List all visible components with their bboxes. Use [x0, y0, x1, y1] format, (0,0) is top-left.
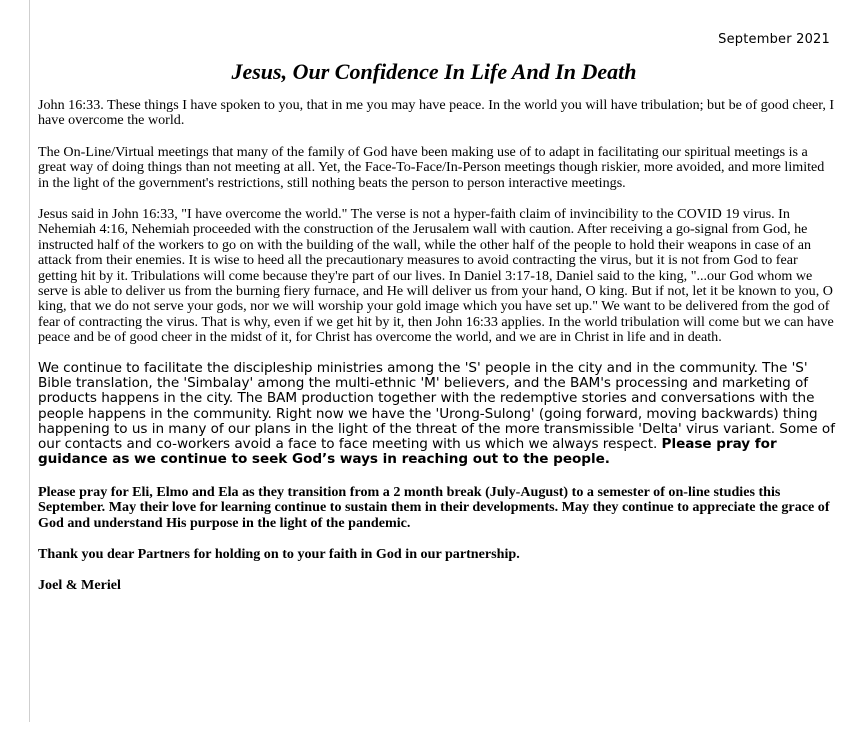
left-margin-rule	[29, 0, 30, 722]
scripture-paragraph: John 16:33. These things I have spoken to you, that in me you may have peace. In the world you will have tribulation; but be of good cheer, I have overcome the world.	[38, 97, 835, 129]
thank-you-paragraph: Thank you dear Partners for holding on to your faith in God in our partnership.	[38, 545, 520, 562]
reflection-paragraph: Jesus said in John 16:33, "I have overcome the world." The verse is not a hyper-faith claim of invincibility to the COVID 19 virus. In Nehemiah 4:16, Nehemiah proceeded with the construction of the Jerusalem wall with caution. After receiving a go-signal from God, he instructed half of the workers to go on with the building of the wall, while the other half of the people to hold their weapons in case of an attack from their enemies. It is wise to heed all the precautionary measures to avoid contracting the virus, but it is not from God to fear getting hit by it. Tribulations will come because they're part of our lives. In Daniel 3:17-18, Daniel said to the king, "...our God whom we serve is able to deliver us from the burning fiery furnace, and He will deliver us from your hand, O king. But if not, let it be known to you, O king, that we do not serve your gods, nor we will worship your gold image which you have set up." We want to be delivered from the god of fear of contracting the virus. That is why, even if we get hit by it, then John 16:33 applies. In the world tribulation will come but we can have peace and be of good cheer in the midst of it, for Christ has overcome the world, and we are in Christ in life and in death.	[38, 206, 834, 346]
signature: Joel & Meriel	[38, 577, 121, 594]
meetings-paragraph: The On-Line/Virtual meetings that many of the family of God have been making use of to adapt in facilitating our spiritual meetings is a great way of doing things than not meeting at all. Yet, the Face-To-Face/In-Person meetings though riskier, more avoided, and more limited in the light of the government's restrictions, still nothing beats the person to person interactive meetings.	[38, 143, 825, 191]
letter-body	[38, 98, 838, 610]
prayer-request-guidance: Please pray for guidance as we continue to seek God’s ways in reaching out to the people.	[38, 436, 777, 468]
ministry-update-text: We continue to facilitate the discipleship ministries among the 'S' people in the city and in the community. The 'S' Bible translation, the 'Simbalay' among the multi-ethnic 'M' believers, and the BAM's processing and marketing of products happens in the city. The BAM production together with the redemptive stories and conversations with the people happens in the community. Right now we have the 'Urong-Sulong' (going forward, moving backwards) thing happening to us in many of our plans in the light of the threat of the more transmissible 'Delta' virus variant. Some of our contacts and co-workers avoid a face to face meeting with us which we always respect.	[38, 359, 835, 453]
family-prayer-paragraph: Please pray for Eli, Elmo and Ela as they transition from a 2 month break (July-August) to a semester of on-line studies this September. May their love for learning continue to sustain them in their developments. May they continue to appreciate the grace of God and understand His purpose in the light of the pandemic.	[38, 483, 830, 531]
date-label: September 2021	[718, 32, 830, 47]
page-title: Jesus, Our Confidence In Life And In Death	[231, 59, 637, 84]
ministry-update-paragraph	[38, 361, 838, 468]
